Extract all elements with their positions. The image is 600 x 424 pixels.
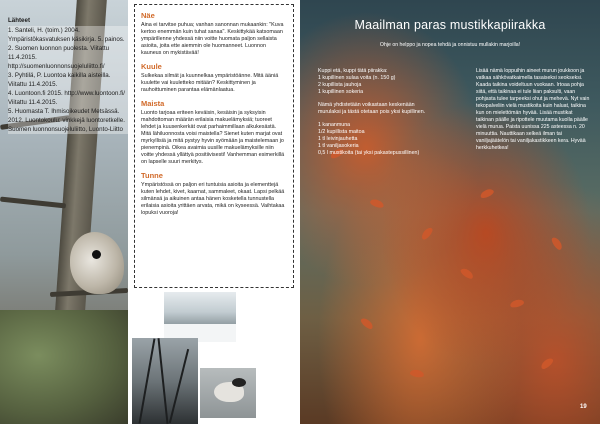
flying-squirrel — [70, 232, 124, 294]
ingredient-line: 1 kupillinen sulaa voita (n. 150 g) — [318, 75, 396, 81]
recipe-instructions: Lisää nämä loppuihin aineet murun joukkoon ja vatkaa sähkövatkaimella tasaiseksi seokseksi. Kaada taikina voideltuun vuokaan. Irtoaa pohja siitä, että taikinaa ei tule liian paksulti, vaan pohjasta tulee tarpeeksi ohut ja mehevä. Nyt vain tekopalveliin vielä mustikoita kuin haluat, taikina kun on mielettömän hyvää. Lisää mustikat taikinan päälle ja ripottele muutama kuolla päälle vielä murua. Paista uunissa 225 asteessa n. 20 minuuttia. Nauttikaan selkeä ilman tai vaniljajäätelön tai vaniljakastikkeen kera. Hyvää herkkuhetkea! — [476, 68, 590, 151]
sources-title: Lähteet — [8, 17, 31, 24]
leaf-shape — [409, 369, 424, 378]
ingredient-line: Kuppi etä, kuppi tätä piirakka: — [318, 68, 388, 74]
sense-text-hear: Sulkekaa silmät ja kuunnelkaa ympäristöänne. Mitä ääniä kuulette vai kuuletteko mitään? Keskittyminen ja rauhoittuminen parantaa elämänlaatua. — [141, 73, 279, 93]
dough-note: Nämä yhdistetään voikastaan keskenään murulaksi ja tästä otetaan pois yksi kupillinen. — [318, 102, 426, 115]
leaf-shape — [459, 267, 474, 281]
ingredient-line: 1/2 kupillista maitoa — [318, 129, 365, 135]
sense-heading-see: Näe — [141, 11, 155, 20]
sense-heading-hear: Kuule — [141, 62, 162, 71]
ingredient-line: 1 tl leivinjauhetta — [318, 136, 358, 142]
bare-branches-photo — [132, 338, 198, 424]
source-item: 3. Pyhtilä, P. Luontoa kaikilla aisteilla. Viitattu 11.4.2015. — [8, 71, 130, 89]
sources-list — [8, 16, 130, 134]
source-item: 4. Luontoon.fi 2015. http://www.luontoon.fi/ Viitattu 11.4.2015. — [8, 89, 130, 107]
recipe-title: Maailman paras mustikkapiirakka — [354, 18, 546, 32]
source-item: 5. Huomasta T. Ihmisoikeudet Metsässä. 2012. Luontokoulu: vinkkejä luontoretkelle. Suomen luonnonsuojeluliitto, Luonto-Liitto — [8, 107, 130, 134]
ingredient-line: 1 tl vaniljasokeria — [318, 143, 359, 149]
leaf-shape — [420, 226, 434, 241]
ingredient-line: 2 kupillista jauhoja — [318, 82, 362, 88]
sense-text-feel: Ympäristössä on paljon eri tuntuisia asioita ja elementtejä kuten lehdet, kivet, kaarnat, sammaleet, okaat. Lapsi pelkää silmänsä ja aikuinen antaa hänen kosketella tunnustella erilaisia asioita yrittäen arvata, mikä on kyseessä. Vaihtakaa lopuksi vuoroja! — [141, 182, 285, 216]
leaf-shape — [369, 198, 385, 209]
filling-ingredients — [318, 122, 436, 157]
moss-branch — [0, 310, 128, 424]
ingredient-line: 1 kupillinen sokeria — [318, 89, 364, 95]
twig — [139, 338, 156, 423]
source-item: 2. Suomen luonnon puolesta. Viitattu 11.4.2015. http://suomenluonnonsuojeluliitto.fi/ — [8, 44, 130, 71]
leaf-shape — [479, 187, 495, 199]
ingredient-line: 1 kananmuna — [318, 122, 351, 128]
dough-ingredients — [318, 68, 436, 96]
sense-heading-feel: Tunne — [141, 171, 163, 180]
recipe-subtitle: Ohje on helppo ja nopea tehdä ja onnistuu mullakin marjoilla! — [379, 42, 521, 48]
sense-text-see: Aina ei tarvitse puhua; vanhan sanonnan mukaankin: "Kuva kertoo enemmän kuin tuhat sanaa". Keskittykää katsomaan ympärillenne yhdessä niin voitte huomata paljon sellaista asioita, joita ette aiemmin ole huomanneet. Luonnon kauneus on mykistävää! — [141, 22, 284, 56]
sense-text-taste: Luonto tarjoaa eriteen keväisin, kesäisin ja syksyisin mahdottoman määrän erilaisia makuelämyksiä; tuoreet lehdet ja kuusenkerkät ovat parhaimmillaan alkukesästä. Mitä lähiluonnosta voisi maistella? Sienet kuten marjat ovat myrkyllisiä ja mitä pystyy hyvin syömään ja maistelemaan jo pienempinä. Oikea avaimia uusille makuelämyksille niin voitte yhdessä yllättyä positiivisesti! Vanhemman esimerkillä on lapselle suuri merkitys. — [141, 110, 285, 165]
twig — [158, 338, 169, 424]
leaf-shape — [359, 316, 374, 330]
sense-heading-taste: Maista — [141, 99, 165, 108]
ingredient-list — [318, 68, 436, 163]
tit-bird-photo — [200, 368, 256, 418]
page-number: 19 — [580, 404, 587, 410]
twig — [169, 349, 189, 423]
source-item: 1. Santeli, H. (toim.) 2004. — [8, 26, 130, 35]
bird-head — [232, 378, 246, 387]
squirrel-eye — [92, 250, 101, 259]
tree-branch — [0, 197, 66, 209]
leaf-shape — [509, 298, 524, 308]
leaf-shape — [550, 236, 564, 251]
ingredient-line: 0,5 l mustikoita (tai yksi pakastepussillinen) — [318, 150, 420, 156]
source-item: Ympäristökasvatuksen käsikirja. 5. painos. — [8, 35, 130, 44]
frosty-landscape-photo — [164, 292, 236, 342]
senses-info-box — [134, 4, 294, 288]
leaf-shape — [539, 356, 554, 370]
right-page-blueberry-bush-photo — [300, 0, 600, 424]
